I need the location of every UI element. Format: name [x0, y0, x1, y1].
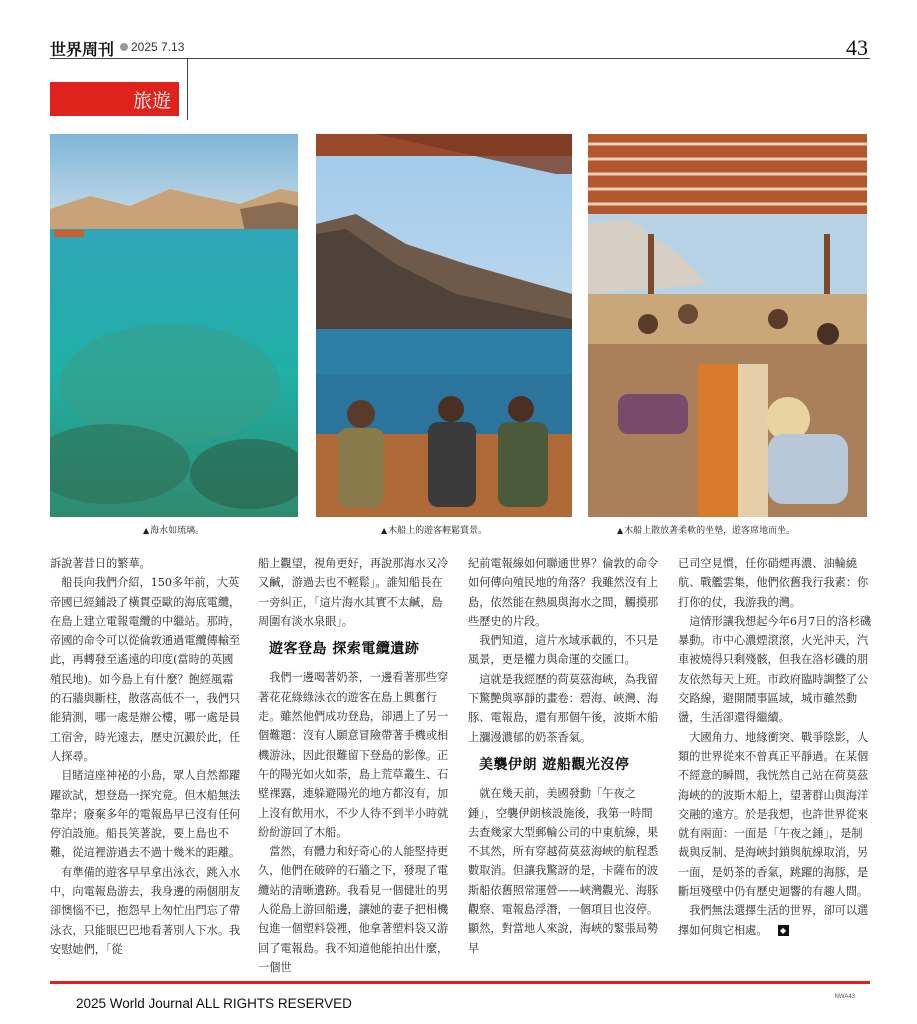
- paragraph: 這就是我經歷的荷莫茲海峽，為我留下驚艷與寧靜的畫卷：碧海、峽灣、海豚、電報島，還有那個午後，波斯木船上瀰漫濃郁的奶茶香氣。: [468, 672, 659, 744]
- subheading: 遊客登島 探索電纜遺跡: [269, 641, 420, 658]
- paragraph: 已司空見慣，任你硝煙再濃、油輪繞航、戰艦雲集，他們依舊我行我素：你打你的仗，我游我的灣。: [678, 557, 869, 609]
- photo-boat-cushions: [588, 134, 867, 517]
- paragraph: 我們知道，這片水域承載的，不只是風景，更是權力與命運的交匯口。: [468, 634, 659, 667]
- footer-rule: [50, 981, 870, 984]
- paragraph: 船上觀望，視角更好，再說那海水又冷又鹹，游過去也不輕鬆」。誰知船長在一旁糾正，「這片海水其實不太鹹，島周圍有淡水泉眼」。: [258, 557, 449, 628]
- arrow-up-icon: ▲: [381, 526, 388, 535]
- article-column: [50, 554, 244, 959]
- paragraph: 這情形讓我想起今年6月7日的洛杉磯暴動。市中心濃煙滾滾，火光沖天，汽車被燒得只剩殘骸，但我在洛杉磯的朋友依然每天上班。市政府臨時調整了公交路線，避開鬧事區域，城市雖然動盪，生活卻還得繼續。: [678, 614, 872, 725]
- page-header: [50, 37, 870, 65]
- photo-caption: ▲海水如琉璃。: [143, 526, 205, 536]
- arrow-up-icon: ▲: [143, 526, 150, 535]
- photo-sea: [50, 134, 298, 517]
- paragraph: 大國角力、地緣衝突、戰爭陰影，人類的世界從來不曾真正平靜過。在某個不經意的瞬間，我恍然自己站在荷莫茲海峽的的波斯木船上，望著群山與海洋交融的遠方。於是我想，也許世界從來就有兩面：一面是「午夜之錘」，是制裁與反制、是海峽封鎖與航線取消，另一面，是奶茶的香氣，跳躍的海豚，是斷垣殘壁中仍有歷史迴響的有趣人間。: [678, 730, 869, 899]
- page-number: 43: [846, 35, 868, 60]
- photo-caption: ▲木船上散放著柔軟的坐墊，遊客席地而坐。: [617, 526, 796, 536]
- paragraph: 當然，有體力和好奇心的人能堅持更久，他們在破碎的石牆之下，發現了電纜站的清晰遺跡。我看見一個健壯的男人從島上游回船邊，讓她的妻子把相機包進一個塑料袋裡，他拿著塑料袋又游回了電報島。我不知道他能拍出什麼，一個世: [258, 845, 449, 974]
- photo-boat-tourists: [316, 134, 572, 517]
- paragraph: 我們一邊喝著奶茶，一邊看著那些穿著花花綠綠泳衣的遊客在島上興奮行走。雖然他們成功登島，卻遇上了另一個難題：沒有人願意冒險帶著手機或相機游泳，因此很難留下登島的影像。正午的陽光如火如荼，島上荒草叢生、石壁裸露，連躲避陽光的地方都沒有，加上沒有飲用水，不少人待不到半小時就紛紛游回了木船。: [258, 671, 449, 839]
- arrow-up-icon: ▲: [617, 526, 624, 535]
- photo-caption: ▲木船上的遊客輕鬆賞景。: [381, 526, 488, 536]
- section-divider: [187, 58, 188, 120]
- paragraph: 船長向我們介紹，150多年前，大英帝國已經鋪設了橫貫亞歐的海底電纜，在島上建立電報電纜的中繼站。那時，帝國的命令可以從倫敦通過電纜傳輸至此，再轉發至遙遠的印度(當時的英國殖民地)。如今島上有什麼？飽經風霜的石牆與斷柱，散落高低不一，我們只能猜測，哪一處是辦公樓，哪一處是員工宿舍，時光遠去，歷史沉澱於此，任人探尋。: [50, 576, 241, 763]
- header-rule: [50, 58, 870, 59]
- article-column: [678, 554, 872, 940]
- section-label: 旅遊: [50, 82, 179, 116]
- paragraph: 就在幾天前，美國發動「午夜之錘」，空襲伊朗核設施後，我第一時間去查幾家大型郵輪公司的中東航線，果不其然，所有穿越荷莫茲海峽的航程悉數取消。但讓我驚訝的是，卡薩布的波斯船依舊照常運營——峽灣觀光、海豚觀察、電報島浮潛，一個項目也沒停。顯然，對當地人來說，海峽的緊張局勢早: [468, 787, 659, 955]
- page-code: NWA43: [834, 994, 855, 1000]
- bullet-icon: [120, 43, 128, 51]
- issue-date: 2025 7.13: [120, 40, 184, 54]
- paragraph: 有準備的遊客早早拿出泳衣，跳入水中，向電報島游去，我身邊的兩個朋友卻懊惱不已，抱怨早上匆忙出門忘了帶泳衣，只能眼巴巴地看著別人下水。我安慰她們，「從: [50, 865, 241, 956]
- publication-name: 世界周刊: [50, 40, 115, 59]
- article-column: [468, 554, 662, 958]
- paragraph: 我們無法選擇生活的世界，卻可以選擇如何與它相處。 ◆: [678, 904, 869, 937]
- copyright: 2025 World Journal ALL RIGHTS RESERVED: [76, 996, 352, 1011]
- paragraph: 目睹這座神祕的小島，眾人自然都躍躍欲試，想登島一探究竟。但木船無法靠岸；廢棄多年的電報島早已沒有任何停泊設施。船長笑著說，要上島也不難，從這裡游過去不過十幾米的距離。: [50, 769, 241, 860]
- paragraph: 紀前電報線如何聯通世界？倫敦的命令如何傳向殖民地的角落？我雖然沒有上島，依然能在熱風與海水之間，觸摸那些歷史的片段。: [468, 557, 659, 628]
- subheading: 美襲伊朗 遊船觀光沒停: [479, 756, 630, 773]
- article-column: [258, 554, 452, 977]
- end-mark-icon: ◆: [778, 925, 789, 936]
- paragraph: 訴說著昔日的繁華。: [50, 557, 151, 570]
